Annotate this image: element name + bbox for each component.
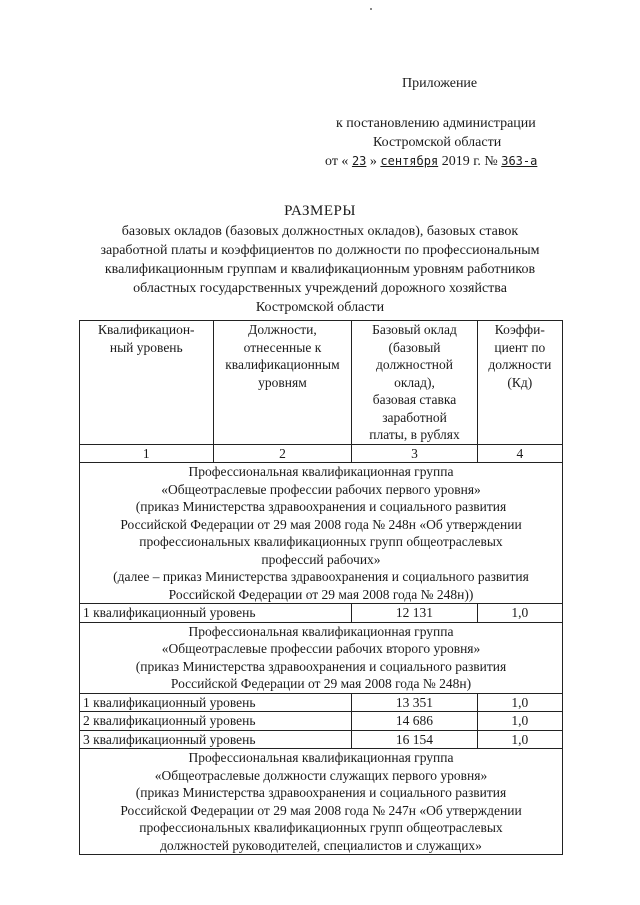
group-header-row	[80, 622, 563, 693]
header-base-salary: Базовый оклад (базовый должностной оклад), базовая ставка заработной платы, в рублях	[352, 321, 477, 445]
scan-speck	[370, 8, 372, 10]
table-header-row	[80, 321, 563, 445]
group-3-description: Профессиональная квалификационная группа «Общеотраслевые должности служащих первого уровня» (приказ Министерства здравоохранения и социального развития Российской Федерации от 29 мая 2008 года № 247н «Об утверждении профессиональных квалификационных групп общеотраслевых должностей руководителей, специалистов и служащих»	[80, 749, 563, 855]
column-number: 2	[213, 444, 352, 463]
header-qualification-level: Квалификацион- ный уровень	[80, 321, 214, 445]
table-row	[80, 604, 563, 623]
column-number: 4	[477, 444, 562, 463]
decree-number: 363-а	[501, 154, 538, 168]
column-number-row	[80, 444, 563, 463]
group-2-description: Профессиональная квалификационная группа «Общеотраслевые профессии рабочих второго уровня» (приказ Министерства здравоохранения и социального развития Российской Федерации от 29 мая 2008 года № 248н)	[80, 622, 563, 693]
table-row	[80, 730, 563, 749]
group-1-description: Профессиональная квалификационная группа «Общеотраслевые профессии рабочих первого уровня» (приказ Министерства здравоохранения и социального развития Российской Федерации от 29 мая 2008 года № 248н «Об утверждении профессиональных квалификационных групп общеотраслевых профессий рабочих» (далее – приказ Министерства здравоохранения и социального развития Российской Федерации от 29 мая 2008 года № 248н))	[80, 463, 563, 604]
salary-table	[79, 320, 563, 855]
subtitle-line: Костромской области	[255, 300, 385, 315]
subtitle-line: базовых окладов (базовых должностных окладов), базовых ставок	[121, 224, 519, 239]
qualification-level-cell: 2 квалификационный уровень	[80, 712, 352, 731]
subtitle-line: заработной платы и коэффициентов по должности по профессиональным	[100, 243, 540, 258]
group-header-row	[80, 463, 563, 604]
appendix-label: Приложение	[402, 76, 478, 91]
coefficient-cell: 1,0	[477, 693, 562, 712]
subtitle-line: областных государственных учреждений дорожного хозяйства	[133, 281, 507, 296]
decree-day: 23	[351, 154, 367, 168]
salary-cell: 12 131	[352, 604, 477, 623]
table-row	[80, 693, 563, 712]
group-header-row	[80, 749, 563, 855]
decree-month: сентября	[380, 154, 439, 168]
date-prefix: от «	[325, 154, 349, 169]
column-number: 1	[80, 444, 214, 463]
table-row	[80, 712, 563, 731]
document-subtitle	[60, 222, 580, 317]
header-coefficient: Коэффи- циент по должности (Кд)	[477, 321, 562, 445]
qualification-level-cell: 1 квалификационный уровень	[80, 693, 352, 712]
coefficient-cell: 1,0	[477, 604, 562, 623]
date-mid: »	[369, 154, 377, 169]
column-number: 3	[352, 444, 477, 463]
salary-cell: 16 154	[352, 730, 477, 749]
salary-cell: 13 351	[352, 693, 477, 712]
coefficient-cell: 1,0	[477, 712, 562, 731]
to-decree-line: к постановлению администрации	[336, 116, 536, 131]
decree-year: 2019 г. №	[441, 154, 498, 169]
qualification-level-cell: 1 квалификационный уровень	[80, 604, 352, 623]
region-line: Костромской области	[373, 135, 502, 150]
coefficient-cell: 1,0	[477, 730, 562, 749]
qualification-level-cell: 3 квалификационный уровень	[80, 730, 352, 749]
header-positions: Должности, отнесенные к квалификационным уровням	[213, 321, 352, 445]
document-title: РАЗМЕРЫ	[284, 203, 356, 219]
subtitle-line: квалификационным группам и квалификационным уровням работников	[104, 262, 536, 277]
salary-cell: 14 686	[352, 712, 477, 731]
decree-date-line	[325, 154, 537, 170]
